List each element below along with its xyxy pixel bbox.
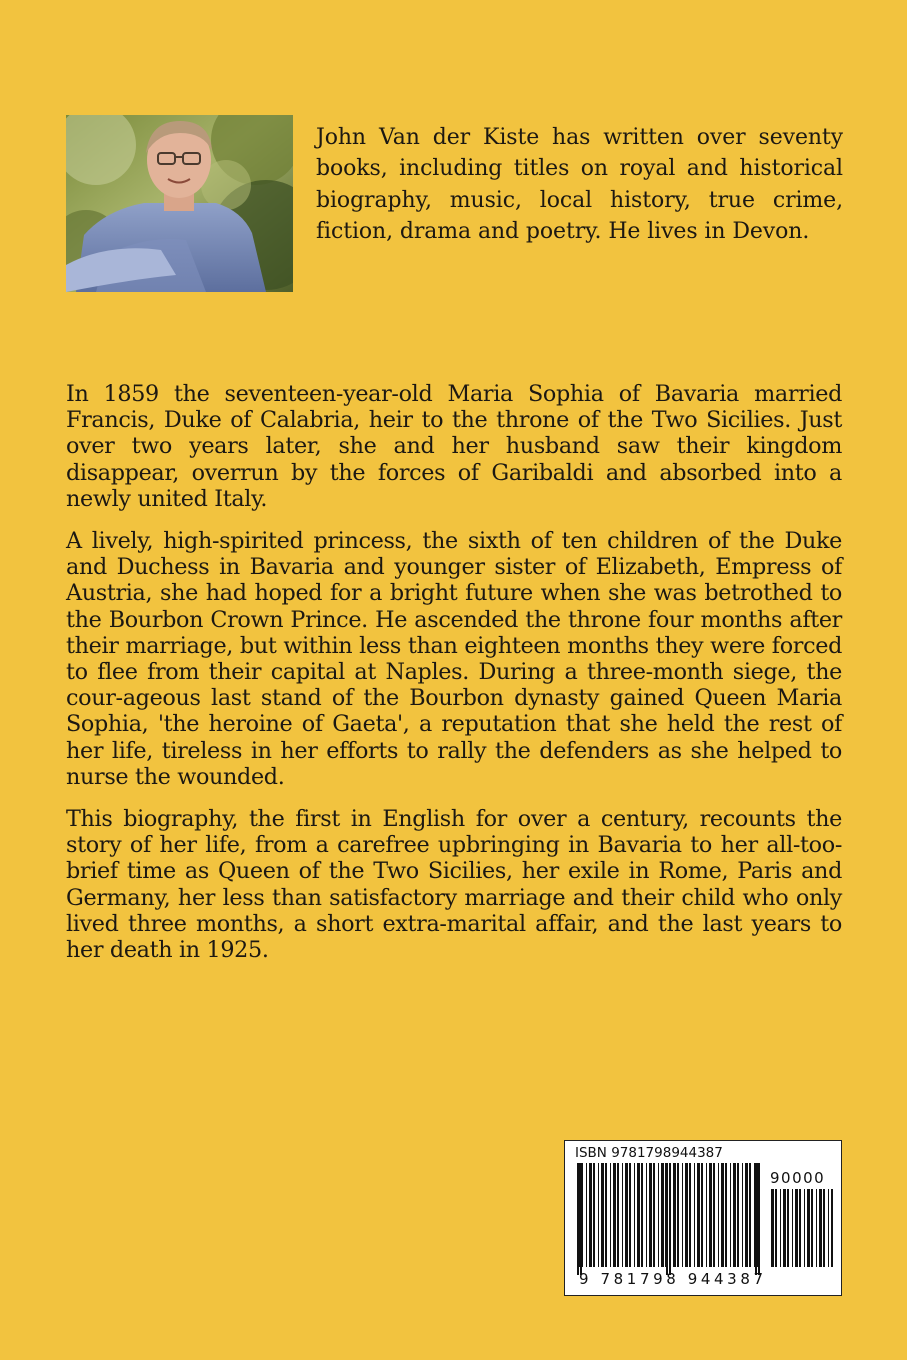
barcode-digits: 9 781798 944387 [579, 1270, 767, 1288]
blurb-paragraph-3: This biography, the first in English for over a century, recounts the story of her life, from a carefree upbringing in Bavaria to her all-too-brief time as Queen of the Two Sicilies, her exile in Rome, Paris and Germany, her less than satisfactory marriage and their child who only lived three months, a short extra-marital affair, and the last years to her death in 1925. [66, 806, 842, 964]
book-blurb [66, 381, 842, 979]
blurb-paragraph-1: In 1859 the seventeen-year-old Maria Sophia of Bavaria married Francis, Duke of Calabria, heir to the throne of the Two Sicilies. Just over two years later, she and her husband saw their kingdom disappear, overrun by the forces of Garibaldi and absorbed into a newly united Italy. [66, 381, 842, 512]
author-bio: John Van der Kiste has written over seventy books, including titles on royal and historical biography, music, local history, true crime, fiction, drama and poetry. He lives in Devon. [316, 125, 843, 245]
price-code: 90000 [770, 1169, 826, 1187]
isbn-barcode-box [564, 1140, 842, 1296]
blurb-paragraph-2: A lively, high-spirited princess, the sixth of ten children of the Duke and Duchess in Bavaria and younger sister of Elizabeth, Empress of Austria, she had hoped for a bright future when she was betrothed to the Bourbon Crown Prince. He ascended the throne four months after their marriage, but within less than eighteen months they were forced to flee from their capital at Naples. During a three-month siege, the cour-ageous last stand of the Bourbon dynasty gained Queen Maria Sophia, 'the heroine of Gaeta', a reputation that she held the rest of her life, tireless in her efforts to rally the defenders as she helped to nurse the wounded. [66, 528, 842, 790]
author-photo [66, 115, 293, 292]
isbn-label: ISBN 9781798944387 [575, 1145, 723, 1161]
author-portrait-icon [66, 115, 293, 292]
